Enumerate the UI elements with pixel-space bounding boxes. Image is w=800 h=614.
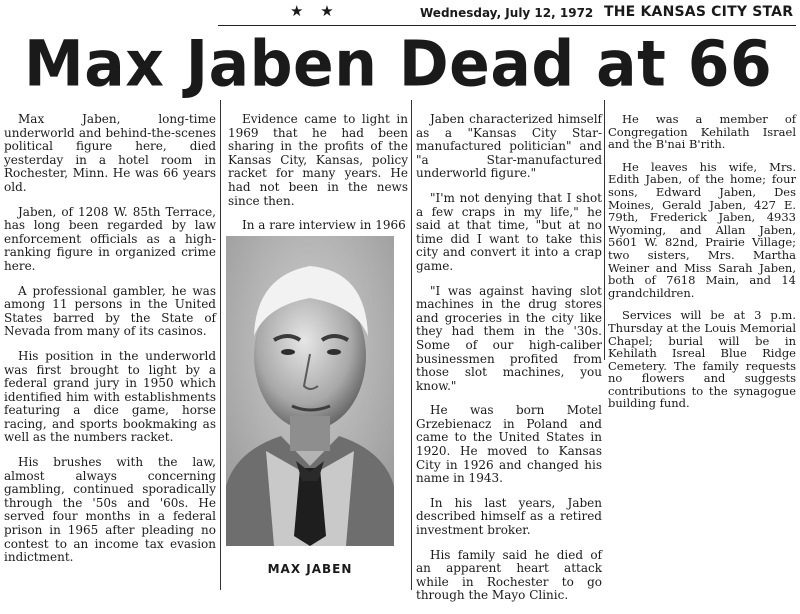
newspaper-name: THE KANSAS CITY STAR	[604, 4, 794, 20]
paragraph: His family said he died of an apparent heart attack while in Rochester to go through the Mayo Clinic.	[416, 547, 602, 603]
dateline: Wednesday, July 12, 1972	[420, 6, 594, 20]
article-column-1	[4, 113, 216, 576]
paragraph: In a rare interview in 1966	[242, 218, 406, 233]
column-divider	[220, 100, 221, 590]
paragraph: "I was against having slot machines in the drug stores and groceries in the city like they had them in the '30s. Some of our high-caliber businessmen profited from those slot machines, you know."	[416, 283, 602, 393]
photo-caption: MAX JABEN	[267, 562, 353, 576]
portrait-photo	[226, 236, 394, 546]
article-column-2	[228, 113, 408, 244]
paragraph: Max Jaben, long-time underworld and behind-the-scenes political figure here, died yesterday in a hotel room in Rochester, Minn. He was 66 years old.	[4, 112, 216, 194]
column-divider	[604, 100, 605, 360]
paragraph: He was a member of Congregation Kehilath Israel and the B'nai B'rith.	[608, 112, 796, 152]
paragraph: His brushes with the law, almost always concerning gambling, continued sporadically through the '50s and '60s. He served four months in a federal prison in 1965 after pleading no contest to an income tax evasion indictment.	[4, 455, 216, 565]
column-divider	[411, 100, 412, 590]
paragraph: His position in the underworld was first brought to light by a federal grand jury in 1950 which identified him with establishments featuring a dice game, horse racing, and sports bookmaking as well as the numbers racket.	[4, 348, 216, 445]
masthead-rule	[218, 25, 796, 26]
paragraph: A professional gambler, he was among 11 persons in the United States barred by the State of Nevada from many of its casinos.	[4, 283, 216, 339]
paragraph: He leaves his wife, Mrs. Edith Jaben, of the home; four sons, Edward Jaben, Des Moines, Gerald Jaben, 427 E. 79th, Frederick Jaben, 4933 Wyoming, and Allan Jaben, 5601 W. 82nd, Prairie Village; two sisters, Mrs. Martha Weiner and Miss Sarah Jaben, both of 7618 Main, and 14 grandchildren.	[608, 159, 796, 300]
paragraph: Evidence came to light in 1969 that he had been sharing in the profits of the Kansas City, Kansas, policy racket for many years. He had not been in the news since then.	[228, 112, 408, 208]
headline: Max Jaben Dead at 66	[24, 27, 773, 102]
masthead	[0, 0, 800, 28]
article-column-3	[416, 113, 602, 614]
paragraph: "I'm not denying that I shot a few craps in my life," he said at that time, "but at no time did I want to take this city and convert it into a crap game.	[416, 190, 602, 273]
portrait-image	[226, 236, 394, 546]
paragraph: He was born Motel Grzebienacz in Poland and came to the United States in 1920. He moved to Kansas City in 1926 and changed his name in 1943.	[416, 403, 602, 486]
article-column-4	[608, 113, 796, 420]
paragraph: Services will be at 3 p.m. Thursday at the Louis Memorial Chapel; burial will be in Kehilath Isreal Blue Ridge Cemetery. The family requests no flowers and suggests contributions to the synagogue building fund.	[608, 308, 796, 411]
paragraph: Jaben, of 1208 W. 85th Terrace, has long been regarded by law enforcement officials as a high-ranking figure in organized crime here.	[4, 204, 216, 273]
paragraph: In his last years, Jaben described himself as a retired investment broker.	[416, 495, 602, 538]
paragraph: Jaben characterized himself as a "Kansas City Star-manufactured politician" and "a Star-manufactured underworld figure."	[416, 112, 602, 181]
edition-stars: ★ ★	[290, 2, 340, 20]
